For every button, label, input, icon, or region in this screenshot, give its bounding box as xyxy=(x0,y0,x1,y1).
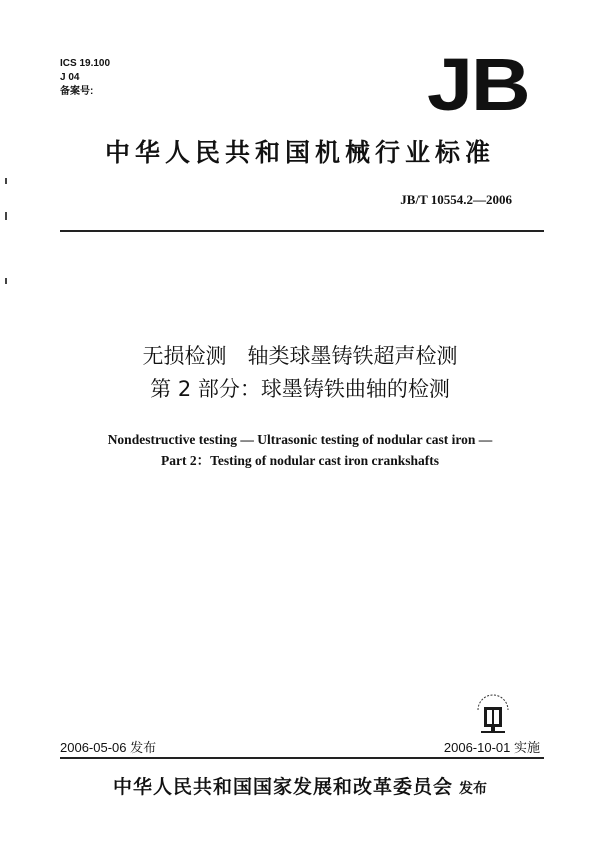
record-number-label: 备案号: xyxy=(60,86,94,97)
issue-date: 2006-05-06 发布 xyxy=(60,740,157,755)
english-title-line-2: Part 2：Testing of nodular cast iron crankshafts xyxy=(160,453,440,468)
jb-logo: JB xyxy=(427,43,529,126)
top-divider xyxy=(60,230,544,232)
standard-number: JB/T 10554.2—2006 xyxy=(400,192,512,207)
scan-speck xyxy=(5,278,7,284)
issuing-authority xyxy=(0,773,600,803)
chinese-title-line-2: 第 2 部分：球墨铸铁曲轴的检测 xyxy=(150,377,450,401)
scan-speck xyxy=(5,178,7,184)
scan-speck xyxy=(5,212,7,220)
english-title-line-1: Nondestructive testing — Ultrasonic testing of nodular cast iron — xyxy=(107,432,493,447)
implementation-date: 2006-10-01 实施 xyxy=(443,740,540,755)
chinese-title-line-1: 无损检测 轴类球墨铸铁超声检测 xyxy=(142,344,458,368)
bottom-divider xyxy=(60,757,544,759)
document-metadata xyxy=(60,57,110,99)
ics-code: ICS 19.100 xyxy=(60,58,111,69)
standard-title: 中华人民共和国机械行业标准 xyxy=(104,138,495,167)
issue-suffix: 发布 xyxy=(459,781,487,797)
classification-code: J 04 xyxy=(60,72,80,83)
issuing-organization: 中华人民共和国国家发展和改革委员会 xyxy=(112,776,453,798)
publisher-seal-icon xyxy=(470,694,516,734)
